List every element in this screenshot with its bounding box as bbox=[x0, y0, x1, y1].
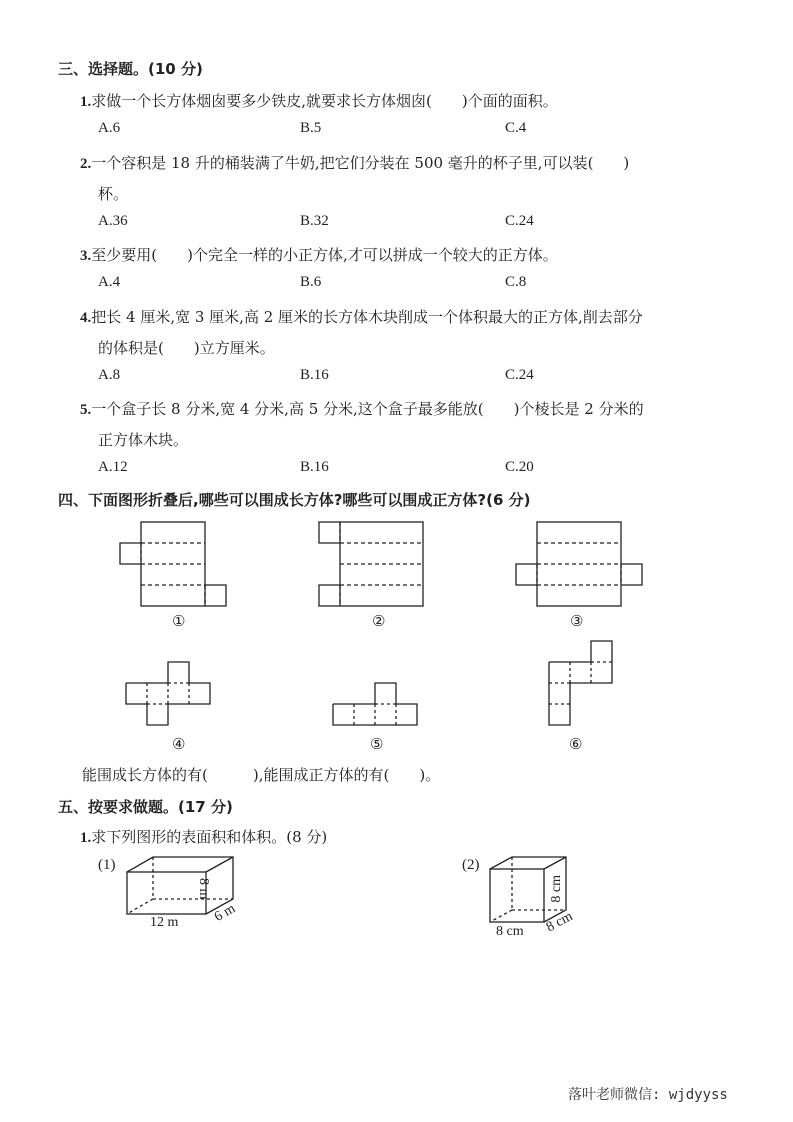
figure-label-5: ⑤ bbox=[370, 735, 384, 753]
figure-label-4: ④ bbox=[172, 735, 186, 753]
figure-label-1: ① bbox=[172, 612, 186, 630]
figure-label-2: ② bbox=[372, 612, 386, 630]
question-text: 求下列图形的表面积和体积。(8 分) bbox=[91, 828, 328, 846]
section-4-title: 四、下面图形折叠后,哪些可以围成长方体?哪些可以围成正方体?(6 分) bbox=[58, 491, 531, 509]
section-4-answer-line: 能围成长方体的有( ),能围成正方体的有( )。 bbox=[82, 766, 441, 784]
option-a: A.12 bbox=[98, 459, 128, 475]
option-c: C.20 bbox=[505, 459, 534, 475]
net-figure-2 bbox=[319, 522, 423, 606]
question-number: 3. bbox=[80, 248, 92, 264]
net-figure-3 bbox=[516, 522, 642, 606]
figure-label-6: ⑥ bbox=[569, 735, 583, 753]
question-text: 一个容积是 18 升的桶装满了牛奶,把它们分装在 500 毫升的杯子里,可以装( ) bbox=[91, 154, 630, 172]
question-number: 5. bbox=[80, 402, 92, 418]
option-b: B.32 bbox=[300, 213, 329, 229]
question-text: 一个盒子长 8 分米,宽 4 分米,高 5 分米,这个盒子最多能放( )个棱长是 2 分米的 bbox=[91, 400, 644, 418]
figure-1-length: 12 m bbox=[150, 915, 179, 930]
section-5-question-1 bbox=[80, 826, 327, 847]
figure-2-width: 8 cm bbox=[544, 909, 576, 936]
question-number: 2. bbox=[80, 156, 92, 172]
question-text: 求做一个长方体烟囱要多少铁皮,就要求长方体烟囱( )个面的面积。 bbox=[91, 92, 558, 110]
option-b: B.16 bbox=[300, 367, 329, 383]
question-text-cont: 正方体木块。 bbox=[98, 431, 189, 449]
option-c: C.24 bbox=[505, 213, 534, 229]
option-c: C.24 bbox=[505, 367, 534, 383]
option-b: B.16 bbox=[300, 459, 329, 475]
option-b: B.6 bbox=[300, 274, 322, 290]
figure-2-length: 8 cm bbox=[496, 924, 524, 939]
net-figure-4 bbox=[126, 662, 210, 725]
option-a: A.4 bbox=[98, 274, 121, 290]
option-b: B.5 bbox=[300, 120, 322, 136]
question-text-cont: 杯。 bbox=[98, 185, 129, 203]
figure-1-label: (1) bbox=[98, 857, 116, 873]
question-text: 至少要用( )个完全一样的小正方体,才可以拼成一个较大的正方体。 bbox=[91, 246, 558, 264]
option-a: A.8 bbox=[98, 367, 121, 383]
option-a: A.6 bbox=[98, 120, 121, 136]
figure-2-height: 8 cm bbox=[549, 875, 564, 903]
cuboid-figure-1 bbox=[127, 857, 233, 914]
figure-2-label: (2) bbox=[462, 857, 480, 873]
net-figure-1 bbox=[120, 522, 226, 606]
section-5-title: 五、按要求做题。(17 分) bbox=[58, 798, 233, 816]
figure-1-height: 8 m bbox=[196, 878, 211, 900]
question-number: 1. bbox=[80, 830, 92, 846]
net-figure-5 bbox=[333, 683, 417, 725]
question-number: 1. bbox=[80, 94, 92, 110]
net-figure-6 bbox=[549, 641, 612, 725]
question-text-cont: 的体积是( )立方厘米。 bbox=[98, 339, 275, 357]
question-number: 4. bbox=[80, 310, 92, 326]
option-c: C.4 bbox=[505, 120, 527, 136]
figure-1-width: 6 m bbox=[212, 901, 239, 925]
option-c: C.8 bbox=[505, 274, 527, 290]
section-3-title: 三、选择题。(10 分) bbox=[58, 60, 203, 78]
option-a: A.36 bbox=[98, 213, 128, 229]
footer-contact: 落叶老师微信: wjdyyss bbox=[568, 1087, 728, 1103]
figure-label-3: ③ bbox=[570, 612, 584, 630]
question-text: 把长 4 厘米,宽 3 厘米,高 2 厘米的长方体木块削成一个体积最大的正方体,削去部分 bbox=[91, 308, 643, 326]
